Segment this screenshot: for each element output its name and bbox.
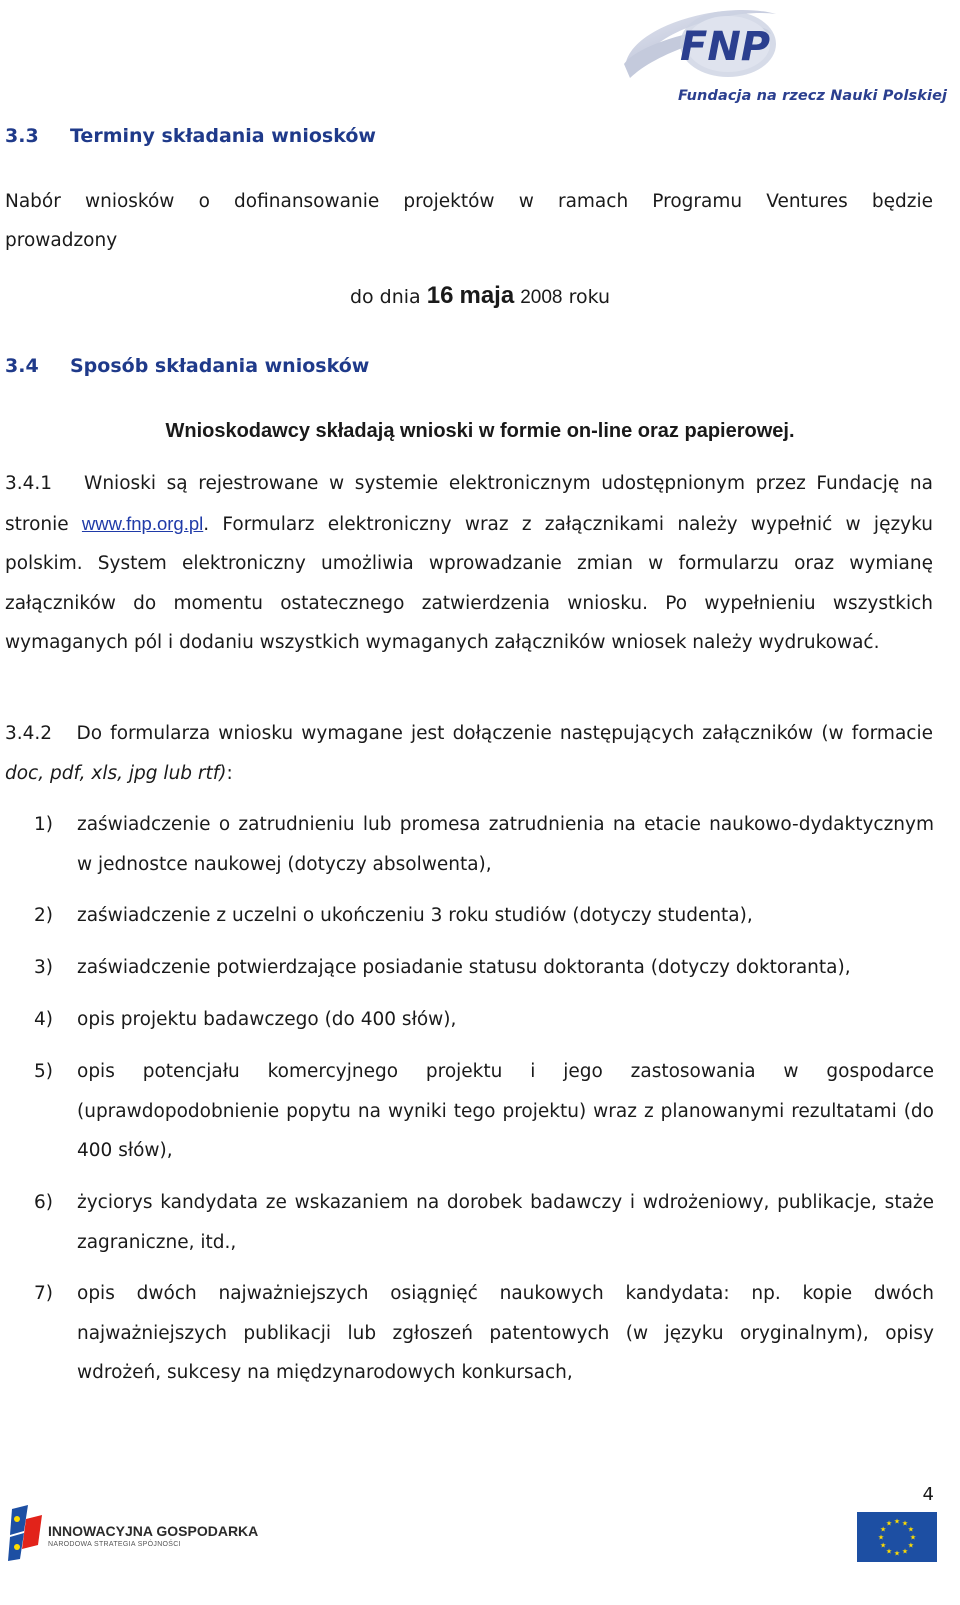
eu-star-icon: ★ [877,1533,885,1542]
deadline-line [0,282,960,310]
fnp-logo-mark [616,4,938,88]
paragraph-text: Nabór wniosków o dofinansowanie projektów w ramach Programu Ventures będzie [5,191,933,212]
submission-form-statement: Wnioskodawcy składają wnioski w formie on-line oraz papierowej. [165,420,795,442]
deadline-month: maja [459,282,515,309]
deadline-suffix: roku [568,286,611,308]
program-name: INNOWACYJNA GOSPODARKA [48,1523,259,1539]
paragraph-text: prowadzony [5,230,118,251]
list-item [34,1000,934,1040]
paragraph-text: Do formularza wniosku wymagane jest dołączenie następujących załączników (w formacie [76,723,933,744]
list-item [34,1183,934,1262]
eu-star-icon: ★ [893,1517,901,1526]
list-item [34,896,934,936]
list-item-text: życiorys kandydata ze wskazaniem na dorobek badawczy i wdrożeniowy, publikacje, staże zagraniczne, itd., [77,1192,934,1253]
list-item-number: 5) [34,1061,53,1082]
list-item [34,948,934,988]
deadline-prefix: do dnia [349,286,421,308]
list-item-text: zaświadczenie potwierdzające posiadanie statusu doktoranta (dotyczy doktoranta), [77,957,851,978]
section-number: 3.3 [5,125,39,147]
fnp-website-link[interactable]: www.fnp.org.pl [81,512,204,534]
paragraph-text: : [226,762,233,784]
eu-star-icon: ★ [901,1519,909,1528]
program-emblem-icon [8,1505,44,1561]
eu-flag-icon [857,1512,937,1562]
list-item [34,1052,934,1171]
section-heading-3-3 [5,125,376,147]
list-item-number: 1) [34,814,53,835]
eu-star-icon: ★ [901,1547,909,1556]
paragraph-text: . Formularz elektroniczny wraz z załącznikami należy wypełnić w języku polskim. System elektroniczny umożliwia wprowadzanie zmian w formularzu oraz wymianę załączników do momentu ostatecznego zatwierdzenia wniosku. Po wypełnieniu wszystkich wymaganych pól i dodaniu wszystkich wymaganych załączników wniosek należy wydrukować. [5,513,933,653]
section-title: Sposób składania wniosków [70,355,370,377]
list-item-text: opis dwóch najważniejszych osiągnięć naukowych kandydata: np. kopie dwóch najważniejszych publikacji lub zgłoszeń patentowych (w języku oryginalnym), opisy wdrożeń, sukcesy na międzynarodowych konkursach, [77,1283,934,1383]
paragraph-number: 3.4.1 [5,473,53,494]
paragraph-3-3-line2 [5,221,933,261]
fnp-logo-text: FNP [680,24,771,70]
deadline-day: 16 [426,282,454,309]
eu-star-icon: ★ [880,1525,887,1534]
list-item-number: 4) [34,1009,53,1030]
file-formats: doc, pdf, xls, jpg lub rtf) [5,762,227,784]
paragraph-number: 3.4.2 [5,723,53,744]
eu-star-icon: ★ [907,1525,914,1534]
list-item-number: 7) [34,1283,53,1304]
innowacyjna-gospodarka-logo [8,1505,259,1565]
list-item-text: zaświadczenie z uczelni o ukończeniu 3 roku studiów (dotyczy studenta), [77,905,753,926]
page-number: 4 [922,1484,934,1505]
list-item [34,805,934,884]
eu-star-icon: ★ [907,1541,914,1550]
section-heading-3-4 [5,355,369,377]
eu-star-icon: ★ [909,1533,917,1542]
fnp-logo [616,4,948,106]
list-item-text: zaświadczenie o zatrudnieniu lub promesa zatrudnienia na etacie naukowo-dydaktycznym w jednostce naukowej (dotyczy absolwenta), [77,814,934,875]
list-item-number: 6) [34,1192,53,1213]
list-item-text: opis projektu badawczego (do 400 słów), [77,1009,457,1030]
list-item [34,1274,934,1393]
eu-star-icon: ★ [893,1549,901,1558]
list-item-number: 3) [34,957,53,978]
paragraph-text: Wnioski są rejestrowane w systemie elektronicznym udostępnionym przez Fundację na stronie [5,473,933,535]
program-subtitle: NARODOWA STRATEGIA SPÓJNOŚCI [48,1541,181,1548]
list-item-text: opis potencjału komercyjnego projektu i jego zastosowania w gospodarce (uprawdopodobnienie popytu na wyniki tego projektu) wraz z planowanymi rezultatami (do 400 słów), [77,1061,934,1161]
eu-star-icon: ★ [885,1519,893,1528]
paragraph-3-4-1 [5,464,933,663]
section-title: Terminy składania wniosków [70,125,376,147]
deadline-year: 2008 [520,287,563,308]
paragraph-3-3-line1 [5,182,933,222]
list-item-number: 2) [34,905,53,926]
paragraph-3-4-2 [5,714,933,793]
section-number: 3.4 [5,355,39,377]
eu-star-icon: ★ [880,1541,887,1550]
fnp-tagline: Fundacja na rzecz Nauki Polskiej [678,88,948,104]
eu-star-icon: ★ [885,1547,893,1556]
